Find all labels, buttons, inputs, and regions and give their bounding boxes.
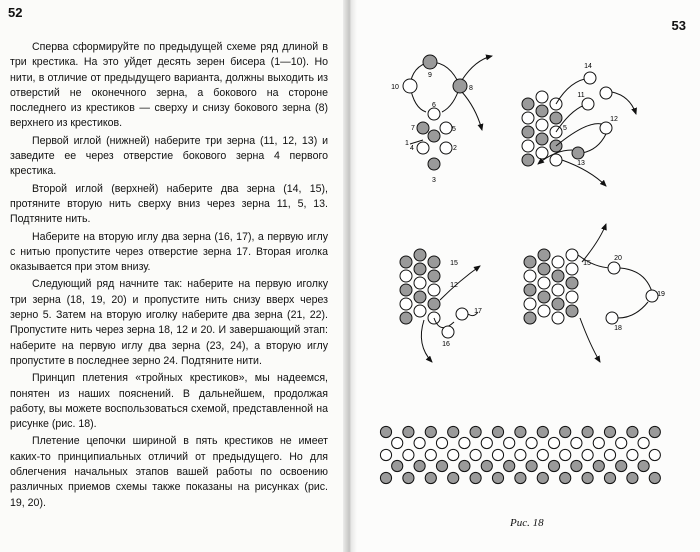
bead <box>593 437 604 448</box>
bead-number: 5 <box>563 125 567 132</box>
bead <box>380 449 391 460</box>
paragraph: Второй иглой (верхней) наберите два зерна (14, 15), протяните вторую нить сверху вниз через зерна 11, 5, 13. Подтяните нить. <box>10 182 328 226</box>
right-page <box>350 0 700 552</box>
bead <box>600 87 612 99</box>
body-text <box>10 40 328 513</box>
bead <box>552 312 564 324</box>
bead <box>538 305 550 317</box>
bead-number: 10 <box>391 84 399 91</box>
bead <box>504 437 515 448</box>
bead-number: 15 <box>583 260 591 267</box>
bead-number: 1 <box>405 140 409 147</box>
bead <box>481 460 492 471</box>
bead-number: 5 <box>452 126 456 133</box>
bead-number: 17 <box>474 308 482 315</box>
bead <box>425 472 436 483</box>
bead-diagrams <box>350 0 700 552</box>
bead <box>627 472 638 483</box>
bead <box>515 449 526 460</box>
bead <box>649 426 660 437</box>
bead <box>526 437 537 448</box>
figure-caption: Рис. 18 <box>510 517 544 529</box>
bead-number: 19 <box>657 291 665 298</box>
bead-number: 6 <box>432 102 436 109</box>
bead <box>566 291 578 303</box>
bead <box>470 449 481 460</box>
bead <box>584 72 596 84</box>
bead <box>560 472 571 483</box>
bead-number: 7 <box>411 125 415 132</box>
bead <box>428 270 440 282</box>
bead <box>428 256 440 268</box>
bead <box>400 256 412 268</box>
page-number-left: 52 <box>8 5 23 20</box>
bead <box>400 312 412 324</box>
bead-number: 11 <box>577 92 585 99</box>
bead <box>566 305 578 317</box>
bead <box>522 140 534 152</box>
bead <box>604 472 615 483</box>
thread <box>620 268 652 292</box>
bead <box>524 298 536 310</box>
bead <box>504 460 515 471</box>
bead <box>538 249 550 261</box>
bead <box>470 426 481 437</box>
bead <box>414 277 426 289</box>
paragraph: Принцип плетения «тройных крестиков», мы надеемся, понятен из наших пояснений. В дальнейшем, продолжая работу, вы можете воспользоваться схемой, представленной на рисунке (рис. 18). <box>10 372 328 431</box>
bead <box>515 472 526 483</box>
bead <box>638 437 649 448</box>
bead <box>515 426 526 437</box>
bead <box>414 437 425 448</box>
diagram-step-1 <box>391 55 492 184</box>
bead-number: 14 <box>584 63 592 70</box>
bead <box>571 437 582 448</box>
bead <box>550 112 562 124</box>
bead <box>492 449 503 460</box>
bead <box>548 437 559 448</box>
bead <box>425 449 436 460</box>
bead <box>560 426 571 437</box>
bead <box>616 437 627 448</box>
bead <box>456 308 468 320</box>
bead <box>538 291 550 303</box>
book-gutter <box>343 0 357 552</box>
bead <box>524 312 536 324</box>
bead-number: 12 <box>610 116 618 123</box>
bead <box>522 126 534 138</box>
diagram-step-4 <box>524 224 665 362</box>
bead <box>400 284 412 296</box>
bead <box>566 249 578 261</box>
bead <box>572 147 584 159</box>
bead <box>436 460 447 471</box>
bead <box>436 437 447 448</box>
bead <box>524 284 536 296</box>
bead <box>459 460 470 471</box>
bead <box>582 472 593 483</box>
bead-number: 4 <box>410 145 414 152</box>
paragraph: Наберите на вторую иглу два зерна (16, 17), а первую иглу с нитью пропустите через отверстие зерна 17. Вторая иголка оказывается при этом внизу. <box>10 230 328 274</box>
bead <box>608 262 620 274</box>
bead <box>606 312 618 324</box>
bead <box>536 147 548 159</box>
bead <box>428 284 440 296</box>
bead <box>582 449 593 460</box>
bead-number: 20 <box>614 255 622 262</box>
bead <box>638 460 649 471</box>
bead <box>538 277 550 289</box>
bead <box>414 305 426 317</box>
bead-number: 15 <box>450 260 458 267</box>
thread-arrow <box>582 224 606 262</box>
bead <box>400 298 412 310</box>
bead <box>403 472 414 483</box>
bead <box>537 472 548 483</box>
diagram-step-3 <box>400 249 482 362</box>
paragraph: Плетение цепочки шириной в пять крестиков не имеет каких-то принципиальных отличий от предыдущего. Но для облегчения начальных этапов вашей работы по освоению различных приемов схемы также показаны на рисунках (рис. 19, 20). <box>10 435 328 509</box>
bead-number: 3 <box>432 177 436 184</box>
bead <box>604 449 615 460</box>
bead <box>440 142 452 154</box>
bead <box>627 449 638 460</box>
bead <box>600 122 612 134</box>
paragraph: Следующий ряд начните так: наберите на первую иголку три зерна (18, 19, 20) и пропустите нить снизу вверх через зерно 5. Затем на вторую иголку наберите два зерна (21, 22). Пропустите нить через зерна 18, 12 и 20. И завершающий этап: наберите на первую иглу два зерна (23, 24), а вторую иглу пропустите в последнее зерно 24. Подтяните нити. <box>10 278 328 367</box>
bead-number: 8 <box>469 85 473 92</box>
bead <box>537 426 548 437</box>
bead <box>616 460 627 471</box>
bead <box>524 270 536 282</box>
bead <box>428 108 440 120</box>
bead <box>593 460 604 471</box>
bead <box>536 133 548 145</box>
bead <box>403 449 414 460</box>
bead-number: 16 <box>442 341 450 348</box>
page-number-right: 53 <box>671 18 686 33</box>
diagram-step-2 <box>522 63 636 186</box>
bead <box>481 437 492 448</box>
bead <box>552 298 564 310</box>
bead <box>392 437 403 448</box>
paragraph: Сперва сформируйте по предыдущей схеме ряд длиной в три крестика. На это уйдет десять зерен бисера (1—10). Но нити, в отличие от предыдущего варианта, должны выходить из отверстий не оконечного зерна, а бокового на стороне последнего из крестиков — сверху и снизу бокового зерна (8) верхнего из крестиков. <box>10 41 328 130</box>
bead <box>380 426 391 437</box>
bead <box>649 472 660 483</box>
thread <box>618 302 648 318</box>
bead-number: 12 <box>450 282 458 289</box>
bead <box>392 460 403 471</box>
thread-arrow <box>421 320 432 362</box>
bead <box>414 460 425 471</box>
bead-number: 9 <box>428 72 432 79</box>
thread-arrow <box>462 92 482 130</box>
bead-number: 2 <box>453 145 457 152</box>
bead <box>417 142 429 154</box>
bead <box>550 154 562 166</box>
bead <box>571 460 582 471</box>
bead <box>442 326 454 338</box>
thread-arrow <box>580 318 600 362</box>
bead <box>448 472 459 483</box>
bead <box>403 79 417 93</box>
thread-arrow <box>440 266 480 300</box>
bead-number: 13 <box>577 160 585 167</box>
bead <box>470 472 481 483</box>
bead <box>537 449 548 460</box>
bead <box>552 284 564 296</box>
bead <box>423 55 437 69</box>
bead <box>440 122 452 134</box>
bead <box>627 426 638 437</box>
bead <box>522 154 534 166</box>
bead <box>403 426 414 437</box>
bead <box>536 91 548 103</box>
bead <box>604 426 615 437</box>
bead <box>428 298 440 310</box>
bead <box>522 112 534 124</box>
bead <box>453 79 467 93</box>
thread-arrow <box>462 56 492 80</box>
bead <box>414 291 426 303</box>
bead <box>582 426 593 437</box>
bead <box>522 98 534 110</box>
bead <box>417 122 429 134</box>
bead <box>582 98 594 110</box>
bead <box>492 426 503 437</box>
bead <box>552 256 564 268</box>
paragraph: Первой иглой (нижней) наберите три зерна (11, 12, 13) и заведите ее через отверстие бокового зерна 4 первого крестика. <box>10 134 328 178</box>
bead <box>526 460 537 471</box>
bead <box>428 130 440 142</box>
diagram-chain <box>380 426 660 483</box>
bead <box>492 472 503 483</box>
bead <box>448 449 459 460</box>
bead <box>414 249 426 261</box>
bead <box>428 158 440 170</box>
bead <box>566 263 578 275</box>
bead <box>459 437 470 448</box>
bead <box>536 105 548 117</box>
bead <box>649 449 660 460</box>
bead <box>414 263 426 275</box>
bead <box>548 460 559 471</box>
bead <box>425 426 436 437</box>
bead <box>538 263 550 275</box>
thread <box>582 134 606 153</box>
bead <box>552 270 564 282</box>
bead <box>524 256 536 268</box>
bead <box>566 277 578 289</box>
bead <box>400 270 412 282</box>
bead-number: 18 <box>614 325 622 332</box>
bead <box>380 472 391 483</box>
thread-arrow <box>612 92 636 114</box>
bead <box>560 449 571 460</box>
bead <box>448 426 459 437</box>
bead <box>536 119 548 131</box>
